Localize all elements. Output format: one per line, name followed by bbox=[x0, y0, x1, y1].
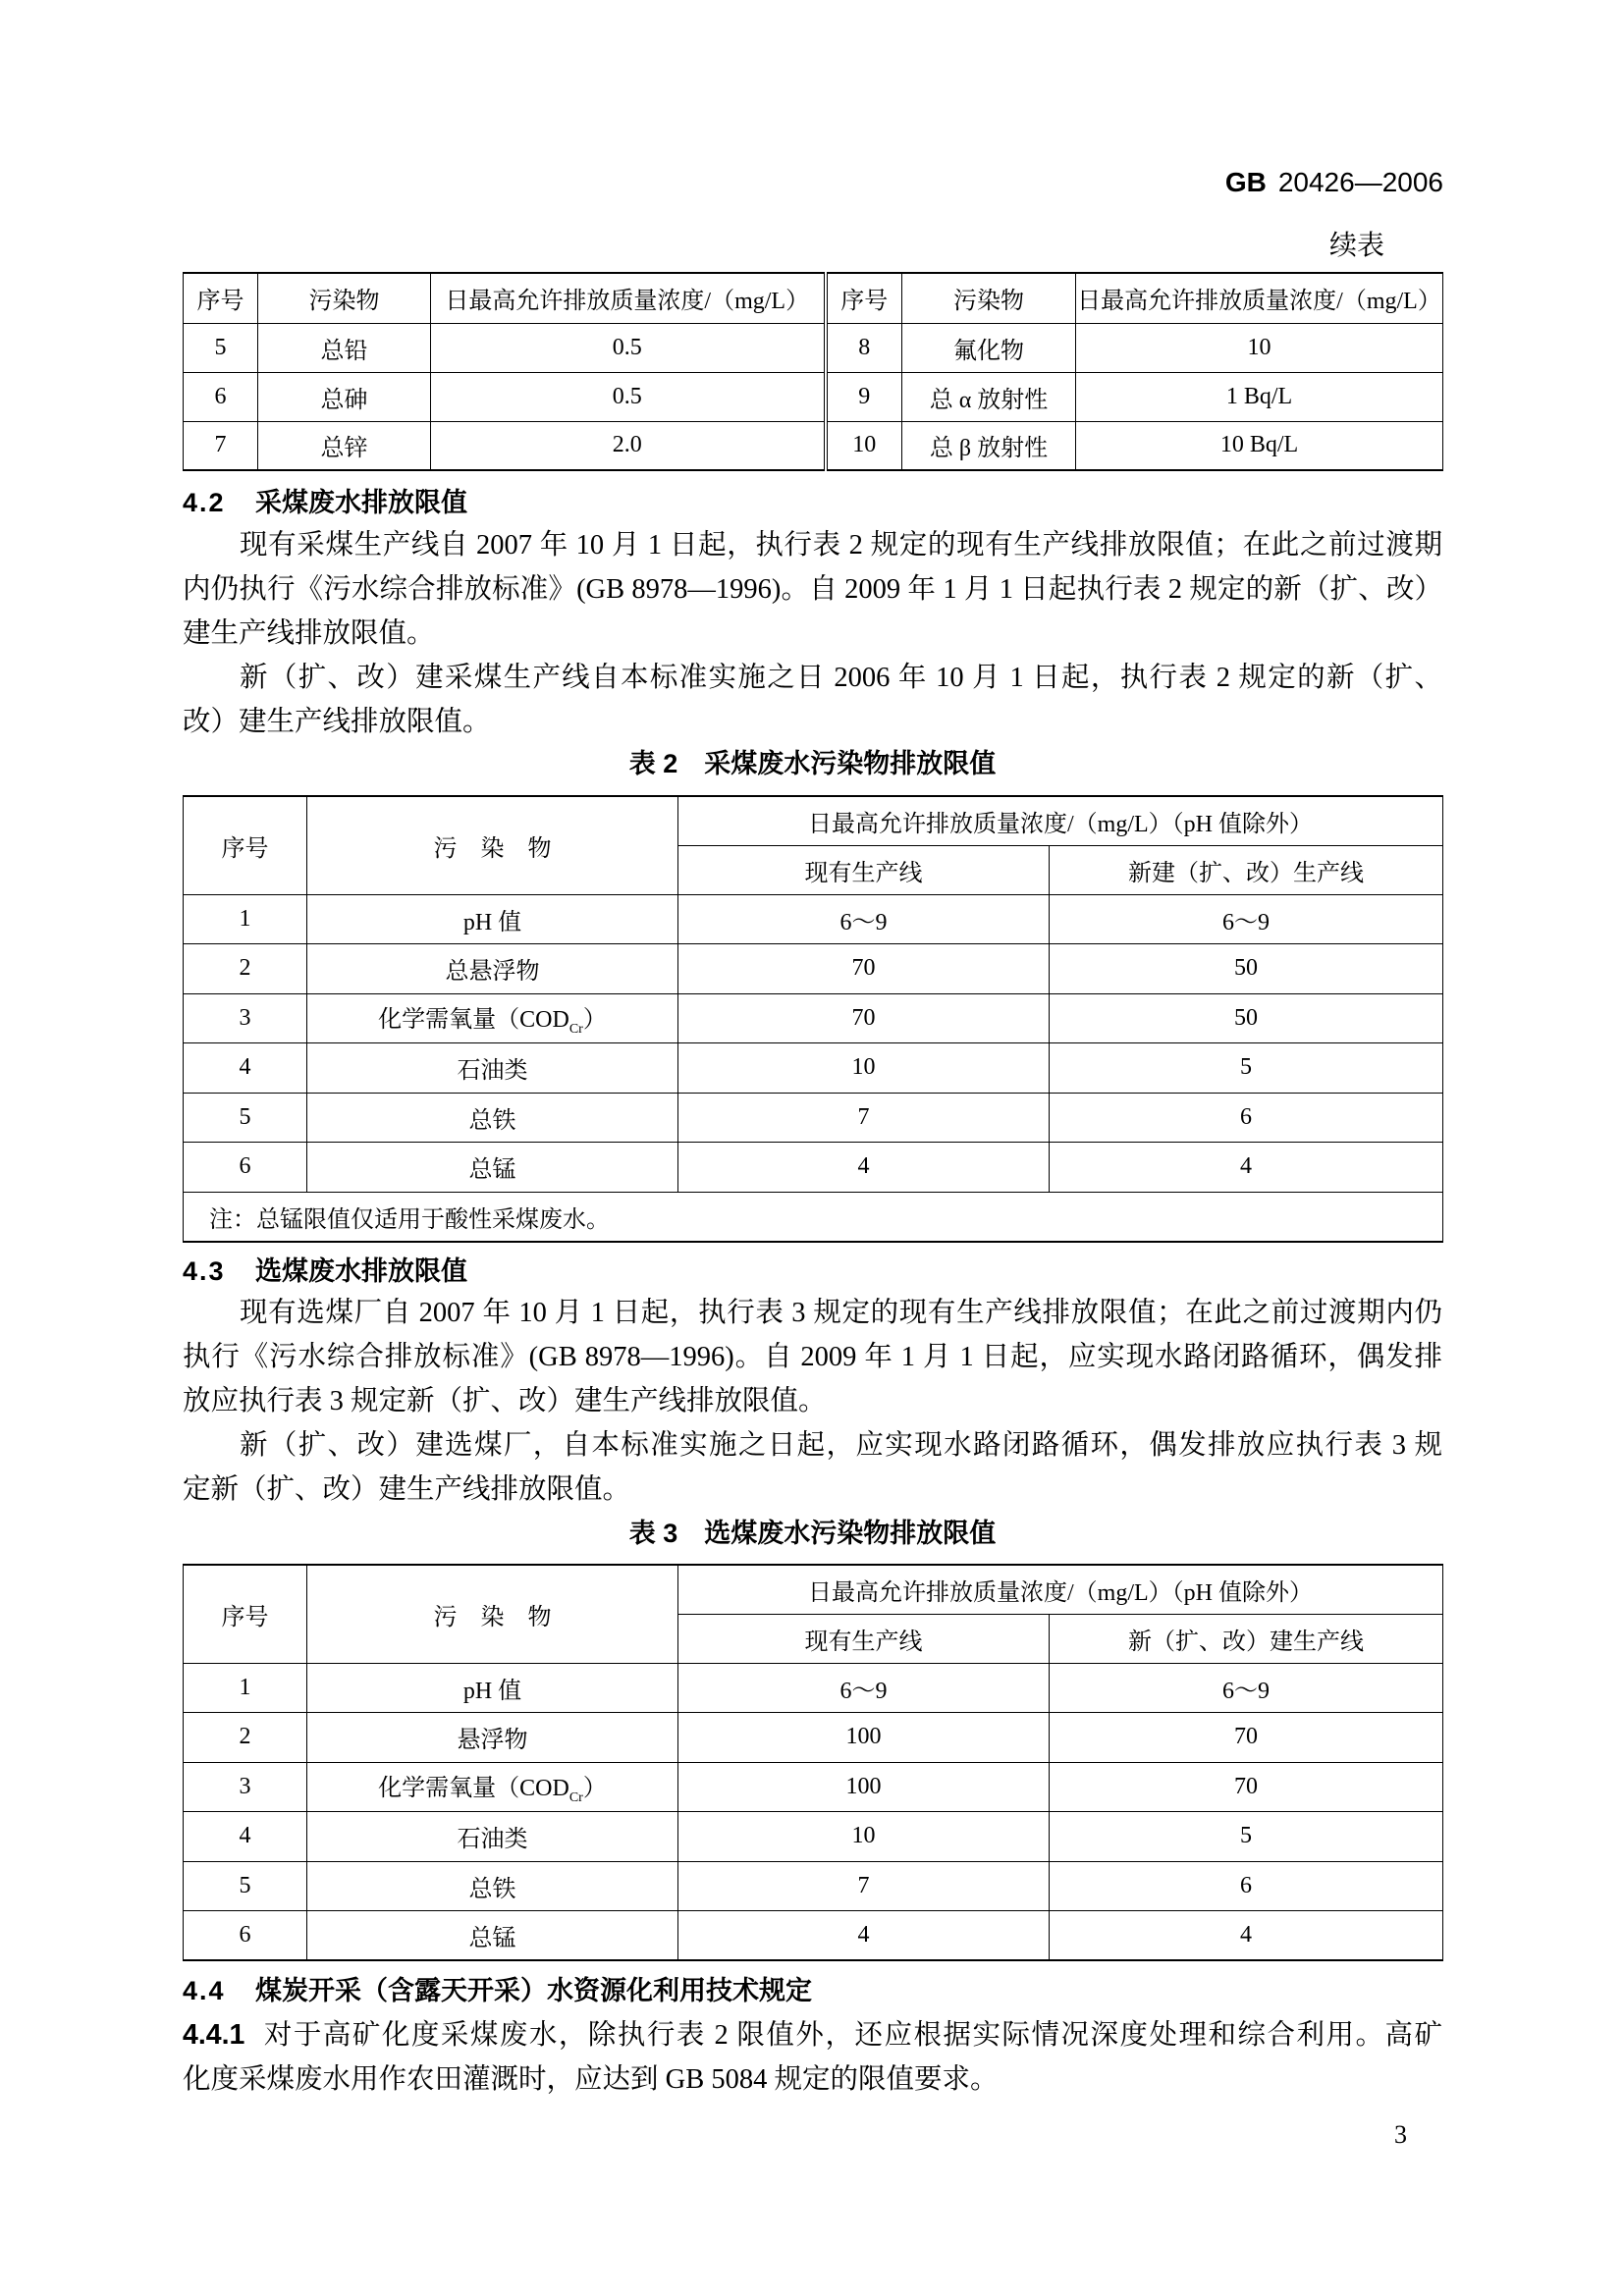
pollutant-name bbox=[307, 1093, 678, 1143]
table-cell: 5 bbox=[184, 323, 258, 372]
pollutant-name bbox=[307, 1812, 678, 1862]
column-header: 污染物 bbox=[258, 273, 431, 323]
section-title: 煤炭开采（含露天开采）水资源化利用技术规定 bbox=[255, 1976, 812, 2005]
table-cell: 总 β 放射性 bbox=[902, 421, 1076, 470]
column-header: 序号 bbox=[184, 273, 258, 323]
text-line: 改）建生产线排放限值。 bbox=[183, 707, 491, 737]
standard-number: 20426—2006 bbox=[1277, 167, 1443, 197]
pollutant-name-text: pH 值 bbox=[462, 1678, 522, 1704]
existing-line-limit: 70 bbox=[678, 944, 1050, 994]
table-row bbox=[184, 1812, 1443, 1862]
table-row bbox=[184, 421, 1443, 470]
header-number: 序号 bbox=[184, 796, 307, 894]
pollutant-name bbox=[307, 993, 678, 1043]
column-header: 污染物 bbox=[902, 273, 1076, 323]
header-limit: 日最高允许排放质量浓度/（mg/L）（pH 值除外） bbox=[678, 796, 1443, 845]
pollutant-name-text: 化学需氧量（COD bbox=[378, 1775, 569, 1801]
new-line-limit: 50 bbox=[1050, 993, 1443, 1043]
new-line-limit: 70 bbox=[1050, 1713, 1443, 1763]
table-row bbox=[184, 1143, 1443, 1193]
subscript: Cr bbox=[568, 1021, 583, 1037]
new-line-limit: 4 bbox=[1050, 1143, 1443, 1193]
table-3-caption: 表 3 选煤废水污染物排放限值 bbox=[628, 1519, 997, 1548]
existing-line-limit: 10 bbox=[678, 1043, 1050, 1094]
table-row bbox=[184, 894, 1443, 944]
pollutant-name-text: 石油类 bbox=[457, 1058, 528, 1085]
table-cell: 总铅 bbox=[258, 323, 431, 372]
table-row bbox=[184, 323, 1443, 372]
row-number: 1 bbox=[184, 1663, 307, 1713]
existing-line-limit: 4 bbox=[678, 1911, 1050, 1961]
text-line: 执行《污水综合排放标准》(GB 8978—1996)。自 2009 年 1 月 1 日起，应实现水路闭路循环，偶发排 bbox=[183, 1342, 1442, 1372]
row-number: 4 bbox=[184, 1812, 307, 1862]
new-line-limit: 6 bbox=[1050, 1861, 1443, 1911]
section-title: 采煤废水排放限值 bbox=[255, 488, 467, 517]
table-1-continued bbox=[183, 272, 1443, 471]
pollutant-name bbox=[307, 1713, 678, 1763]
new-line-limit: 70 bbox=[1050, 1762, 1443, 1812]
table-header-row bbox=[184, 1565, 1443, 1614]
pollutant-name-text: 总铁 bbox=[468, 1876, 516, 1902]
new-line-limit: 5 bbox=[1050, 1043, 1443, 1094]
table-cell: 10 Bq/L bbox=[1076, 421, 1443, 470]
pollutant-name bbox=[307, 944, 678, 994]
closing-paren: ） bbox=[582, 1775, 607, 1801]
closing-paren: ） bbox=[582, 1006, 607, 1033]
section-4-3-heading bbox=[183, 1255, 467, 1288]
table-note-row bbox=[184, 1192, 1443, 1242]
section-title: 选煤废水排放限值 bbox=[255, 1256, 467, 1286]
section-number: 4.3 bbox=[183, 1256, 226, 1286]
standard-number-header bbox=[1225, 167, 1443, 198]
header-limit: 日最高允许排放质量浓度/（mg/L）（pH 值除外） bbox=[678, 1565, 1443, 1614]
pollutant-name-text: pH 值 bbox=[462, 909, 522, 935]
header-number: 序号 bbox=[184, 1565, 307, 1663]
text-line: 放应执行表 3 规定新（扩、改）建生产线排放限值。 bbox=[183, 1386, 827, 1416]
table-cell: 0.5 bbox=[431, 323, 826, 372]
table-row bbox=[184, 1713, 1443, 1763]
pollutant-name bbox=[307, 1043, 678, 1094]
existing-line-limit: 7 bbox=[678, 1861, 1050, 1911]
text-line: 新（扩、改）建采煤生产线自本标准实施之日 2006 年 10 月 1 日起，执行表 2 规定的新（扩、 bbox=[240, 663, 1442, 693]
header-pollutant: 污 染 物 bbox=[307, 1565, 678, 1663]
section-4-4-1-body bbox=[183, 2013, 1442, 2102]
header-existing-line: 现有生产线 bbox=[678, 1614, 1050, 1663]
pollutant-name bbox=[307, 1663, 678, 1713]
pollutant-name-text: 悬浮物 bbox=[457, 1728, 528, 1754]
new-line-limit: 6～9 bbox=[1050, 1663, 1443, 1713]
table-row bbox=[184, 1043, 1443, 1094]
table-cell: 10 bbox=[1076, 323, 1443, 372]
table-cell: 10 bbox=[826, 421, 902, 470]
table-row bbox=[184, 993, 1443, 1043]
section-4-2-body bbox=[183, 523, 1442, 744]
table-cell: 2.0 bbox=[431, 421, 826, 470]
section-number: 4.4 bbox=[183, 1976, 226, 2005]
table-cell: 1 Bq/L bbox=[1076, 372, 1443, 421]
new-line-limit: 4 bbox=[1050, 1911, 1443, 1961]
new-line-limit: 6～9 bbox=[1050, 894, 1443, 944]
row-number: 3 bbox=[184, 1762, 307, 1812]
new-line-limit: 50 bbox=[1050, 944, 1443, 994]
pollutant-name bbox=[307, 1143, 678, 1193]
table-2 bbox=[183, 795, 1443, 1243]
row-number: 2 bbox=[184, 944, 307, 994]
existing-line-limit: 100 bbox=[678, 1762, 1050, 1812]
column-header: 日最高允许排放质量浓度/（mg/L） bbox=[431, 273, 826, 323]
table-row bbox=[184, 372, 1443, 421]
subsection-number: 4.4.1 bbox=[183, 2019, 245, 2051]
text-line: 现有采煤生产线自 2007 年 10 月 1 日起，执行表 2 规定的现有生产线排放限值；在此之前过渡期 bbox=[240, 530, 1442, 561]
text-line: 内仍执行《污水综合排放标准》(GB 8978—1996)。自 2009 年 1 月 1 日起执行表 2 规定的新（扩、改） bbox=[183, 574, 1442, 605]
new-line-limit: 6 bbox=[1050, 1093, 1443, 1143]
table-continued-label: 续表 bbox=[1328, 231, 1384, 261]
section-number: 4.2 bbox=[183, 488, 226, 517]
existing-line-limit: 10 bbox=[678, 1812, 1050, 1862]
existing-line-limit: 6～9 bbox=[678, 894, 1050, 944]
table-cell: 总锌 bbox=[258, 421, 431, 470]
row-number: 6 bbox=[184, 1911, 307, 1961]
table-2-caption: 表 2 采煤废水污染物排放限值 bbox=[628, 749, 997, 778]
existing-line-limit: 70 bbox=[678, 993, 1050, 1043]
row-number: 4 bbox=[184, 1043, 307, 1094]
column-header: 日最高允许排放质量浓度/（mg/L） bbox=[1076, 273, 1443, 323]
existing-line-limit: 6～9 bbox=[678, 1663, 1050, 1713]
table-3 bbox=[183, 1564, 1443, 1961]
pollutant-name bbox=[307, 1911, 678, 1961]
row-number: 3 bbox=[184, 993, 307, 1043]
table-row bbox=[184, 1911, 1443, 1961]
text-line: 建生产线排放限值。 bbox=[183, 618, 435, 649]
table-cell: 9 bbox=[826, 372, 902, 421]
table-cell: 总砷 bbox=[258, 372, 431, 421]
table-row bbox=[184, 1663, 1443, 1713]
existing-line-limit: 4 bbox=[678, 1143, 1050, 1193]
table-cell: 总 α 放射性 bbox=[902, 372, 1076, 421]
pollutant-name-text: 化学需氧量（COD bbox=[378, 1006, 569, 1033]
pollutant-name bbox=[307, 1762, 678, 1812]
pollutant-name-text: 总铁 bbox=[468, 1107, 516, 1134]
row-number: 6 bbox=[184, 1143, 307, 1193]
header-existing-line: 现有生产线 bbox=[678, 845, 1050, 894]
pollutant-name-text: 总悬浮物 bbox=[445, 959, 540, 986]
table-cell: 0.5 bbox=[431, 372, 826, 421]
row-number: 2 bbox=[184, 1713, 307, 1763]
header-pollutant: 污 染 物 bbox=[307, 796, 678, 894]
text-line: 化度采煤废水用作农田灌溉时，应达到 GB 5084 规定的限值要求。 bbox=[183, 2064, 999, 2095]
subscript: Cr bbox=[568, 1789, 583, 1805]
section-4-2-heading bbox=[183, 486, 467, 519]
table-row bbox=[184, 1762, 1443, 1812]
pollutant-name bbox=[307, 894, 678, 944]
pollutant-name-text: 石油类 bbox=[457, 1827, 528, 1853]
table-row bbox=[184, 1861, 1443, 1911]
pollutant-name-text: 总锰 bbox=[468, 1157, 516, 1184]
text-line: 新（扩、改）建选煤厂，自本标准实施之日起，应实现水路闭路循环，偶发排放应执行表 3 规 bbox=[240, 1430, 1442, 1461]
table-cell: 6 bbox=[184, 372, 258, 421]
header-new-line: 新（扩、改）建生产线 bbox=[1050, 1614, 1443, 1663]
pollutant-name bbox=[307, 1861, 678, 1911]
standard-prefix: GB bbox=[1224, 167, 1267, 197]
table-cell: 氟化物 bbox=[902, 323, 1076, 372]
text-line: 现有选煤厂自 2007 年 10 月 1 日起，执行表 3 规定的现有生产线排放限值；在此之前过渡期内仍 bbox=[240, 1298, 1442, 1328]
column-header: 序号 bbox=[826, 273, 902, 323]
table-header-row bbox=[184, 796, 1443, 845]
table-cell: 8 bbox=[826, 323, 902, 372]
existing-line-limit: 100 bbox=[678, 1713, 1050, 1763]
header-new-line: 新建（扩、改）生产线 bbox=[1050, 845, 1443, 894]
table-cell: 7 bbox=[184, 421, 258, 470]
text-line: 定新（扩、改）建生产线排放限值。 bbox=[183, 1474, 631, 1505]
table-header-row bbox=[184, 273, 1443, 323]
table-row bbox=[184, 1093, 1443, 1143]
page-number: 3 bbox=[1394, 2120, 1407, 2149]
pollutant-name-text: 总锰 bbox=[468, 1926, 516, 1951]
text-line bbox=[183, 2013, 1442, 2057]
table-note: 注：总锰限值仅适用于酸性采煤废水。 bbox=[184, 1192, 1443, 1242]
row-number: 5 bbox=[184, 1861, 307, 1911]
row-number: 1 bbox=[184, 894, 307, 944]
table-row bbox=[184, 944, 1443, 994]
existing-line-limit: 7 bbox=[678, 1093, 1050, 1143]
row-number: 5 bbox=[184, 1093, 307, 1143]
section-4-3-body bbox=[183, 1291, 1442, 1512]
new-line-limit: 5 bbox=[1050, 1812, 1443, 1862]
section-4-4-heading bbox=[183, 1974, 812, 2007]
text-line-content: 对于高矿化度采煤废水，除执行表 2 限值外，还应根据实际情况深度处理和综合利用。高矿 bbox=[262, 2020, 1442, 2051]
